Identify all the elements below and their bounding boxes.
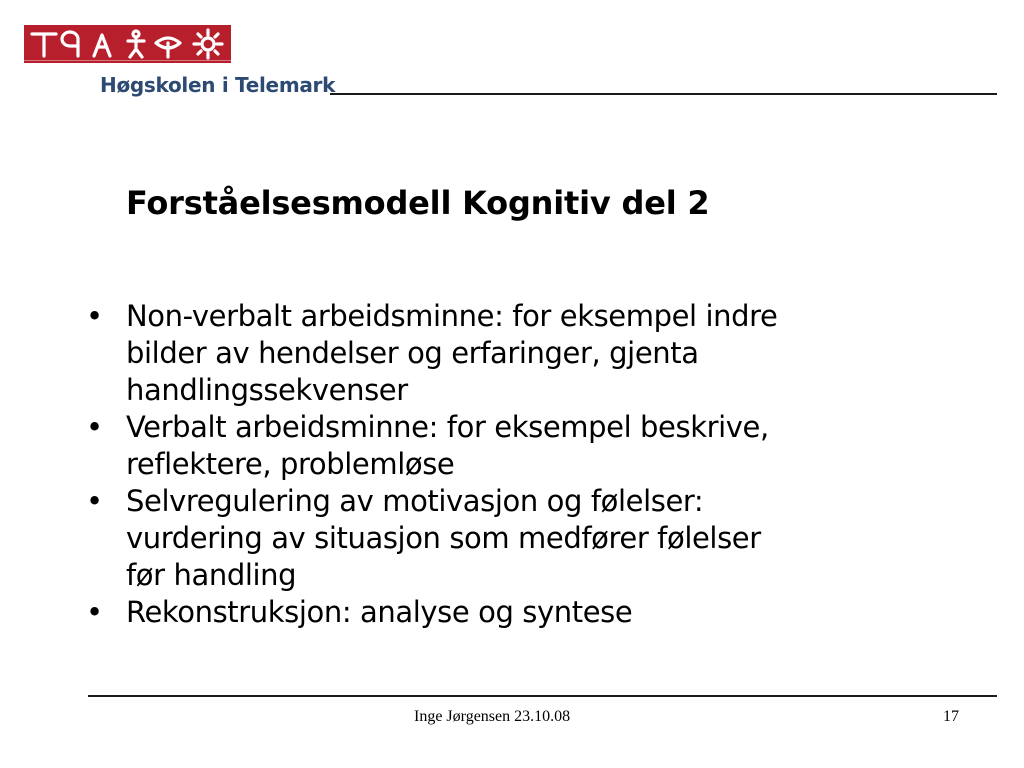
bullet-line: vurdering av situasjon som medfører følelser bbox=[126, 521, 761, 555]
header-divider bbox=[330, 93, 997, 95]
footer-divider bbox=[88, 695, 997, 697]
bullet-dot-icon: • bbox=[86, 410, 103, 444]
bullet-dot-icon: • bbox=[86, 484, 103, 518]
bullet-dot-icon: • bbox=[86, 299, 103, 333]
bullet-line: Verbalt arbeidsminne: for eksempel beskrive, bbox=[126, 410, 769, 444]
institution-name: Høgskolen i Telemark bbox=[100, 73, 336, 97]
footer-author-date: Inge Jørgensen 23.10.08 bbox=[414, 708, 571, 725]
bullet-item-nonverbal bbox=[86, 298, 906, 409]
bullet-line: Non-verbalt arbeidsminne: for eksempel indre bbox=[126, 299, 778, 333]
bullet-item-rekonstruksjon bbox=[86, 594, 906, 631]
bullet-item-selvregulering bbox=[86, 483, 906, 594]
slide-title: Forståelsesmodell Kognitiv del 2 bbox=[126, 184, 710, 222]
bullet-line: Selvregulering av motivasjon og følelser: bbox=[126, 484, 704, 518]
footer-page-number: 17 bbox=[943, 708, 959, 725]
bullet-line: reflektere, problemløse bbox=[126, 447, 455, 481]
bullet-line: handlingssekvenser bbox=[126, 373, 408, 407]
bullet-list bbox=[86, 298, 906, 631]
bullet-dot-icon: • bbox=[86, 595, 103, 629]
bullet-line: før handling bbox=[126, 558, 297, 592]
logo-glyphs-icon bbox=[24, 25, 231, 63]
bullet-item-verbal bbox=[86, 409, 906, 483]
institution-logo bbox=[24, 25, 231, 63]
bullet-line: bilder av hendelser og erfaringer, gjenta bbox=[126, 336, 699, 370]
bullet-line: Rekonstruksjon: analyse og syntese bbox=[126, 595, 633, 629]
